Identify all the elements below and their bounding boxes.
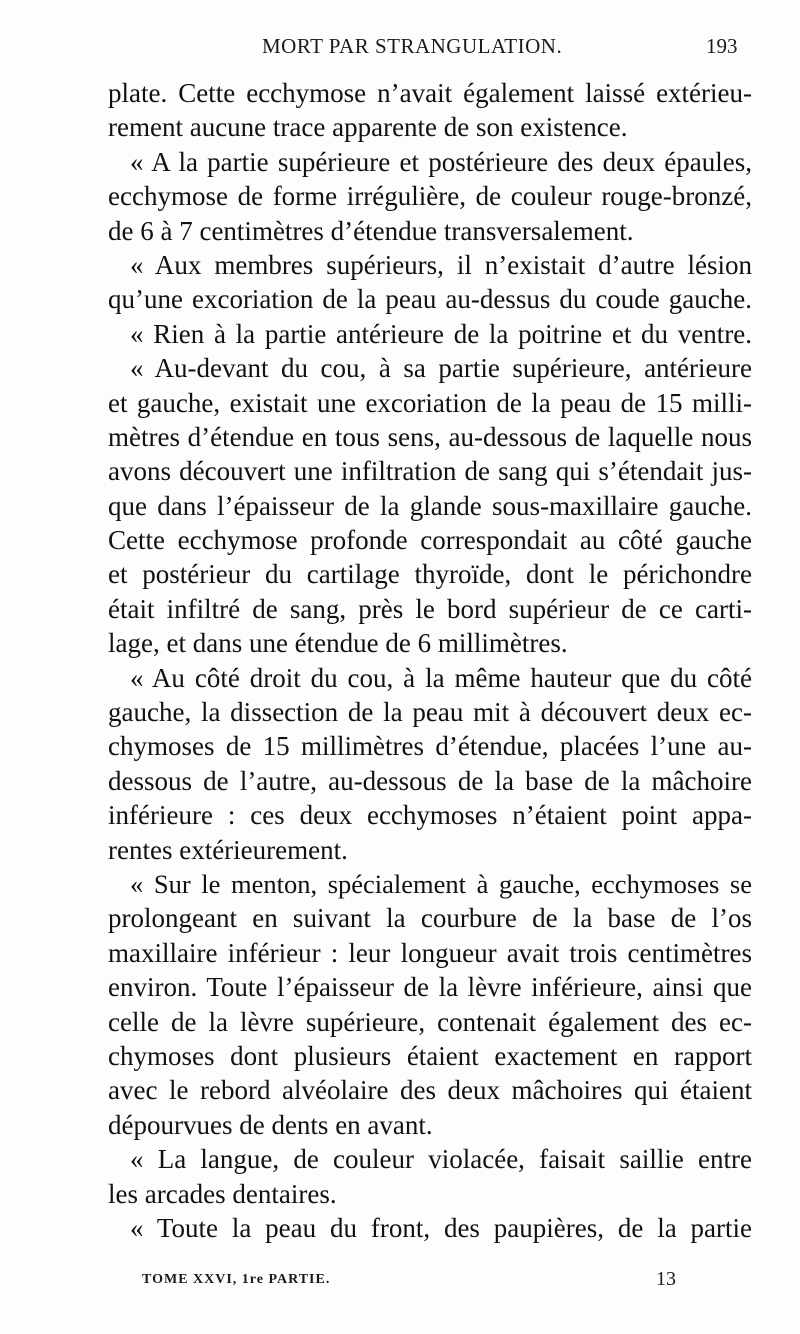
text-line: « Sur le menton, spécialement à gauche, ecchymoses se (130, 868, 752, 899)
text-line: qu’une excoriation de la peau au-dessus du coude gauche. (108, 284, 752, 315)
text-line: « A la partie supérieure et postérieure des deux épaules, (130, 146, 752, 177)
text-line: les arcades dentaires. (108, 1178, 337, 1209)
text-line: « Aux membres supérieurs, il n’existait d’autre lésion (130, 249, 752, 280)
text-line: « Au côté droit du cou, à la même hauteur que du côté (130, 662, 752, 693)
text-line: chymoses dont plusieurs étaient exactement en rapport (108, 1040, 752, 1071)
page-number: 193 (706, 34, 738, 58)
text-line: mètres d’étendue en tous sens, au-dessous de laquelle nous (108, 421, 752, 452)
text-line: environ. Toute l’épaisseur de la lèvre inférieure, ainsi que (108, 972, 752, 1003)
text-line: dessous de l’autre, au-dessous de la base de la mâchoire (108, 765, 752, 796)
text-line: de 6 à 7 centimètres d’étendue transversalement. (108, 215, 634, 246)
text-line: plate. Cette ecchymose n’avait également laissé extérieu- (108, 78, 752, 108)
body-text (108, 76, 752, 1245)
signature-mark: TOME XXVI, 1re PARTIE. (142, 1272, 331, 1287)
text-line: « La langue, de couleur violacée, faisait saillie entre (130, 1144, 752, 1175)
text-line: et gauche, existait une excoriation de la peau de 15 milli- (108, 387, 752, 418)
text-line: « Rien à la partie antérieure de la poitrine et du ventre. (130, 318, 752, 349)
text-line: « Toute la peau du front, des paupières, de la partie (130, 1212, 752, 1243)
text-line: Cette ecchymose profonde correspondait au côté gauche (108, 525, 752, 556)
text-line: celle de la lèvre supérieure, contenait également des ec- (108, 1006, 752, 1037)
text-line: était infiltré de sang, près le bord supérieur de ce carti- (108, 593, 752, 624)
text-line: inférieure : ces deux ecchymoses n’étaient point appa- (108, 800, 752, 831)
text-line: chymoses de 15 millimètres d’étendue, placées l’une au- (108, 731, 752, 762)
text-line: que dans l’épaisseur de la glande sous-maxillaire gauche. (108, 490, 752, 521)
text-line: avons découvert une infiltration de sang qui s’étendait jus- (108, 456, 752, 487)
text-line: et postérieur du cartilage thyroïde, dont le périchondre (108, 559, 752, 590)
text-line: lage, et dans une étendue de 6 millimètres. (108, 628, 568, 659)
text-line: ecchymose de forme irrégulière, de couleur rouge-bronzé, (108, 181, 752, 212)
running-title: MORT PAR STRANGULATION. (262, 34, 563, 58)
text-line: avec le rebord alvéolaire des deux mâchoires qui étaient (108, 1075, 752, 1106)
text-line: dépourvues de dents en avant. (108, 1109, 433, 1140)
text-line: gauche, la dissection de la peau mit à découvert deux ec- (108, 697, 752, 728)
text-line: rentes extérieurement. (108, 834, 348, 865)
sheet-number: 13 (656, 1268, 676, 1290)
text-line: prolongeant en suivant la courbure de la base de l’os (108, 903, 752, 934)
text-line: « Au-devant du cou, à sa partie supérieure, antérieure (130, 353, 752, 384)
text-line: rement aucune trace apparente de son existence. (108, 112, 628, 143)
text-line: maxillaire inférieur : leur longueur avait trois centimètres (108, 937, 752, 968)
